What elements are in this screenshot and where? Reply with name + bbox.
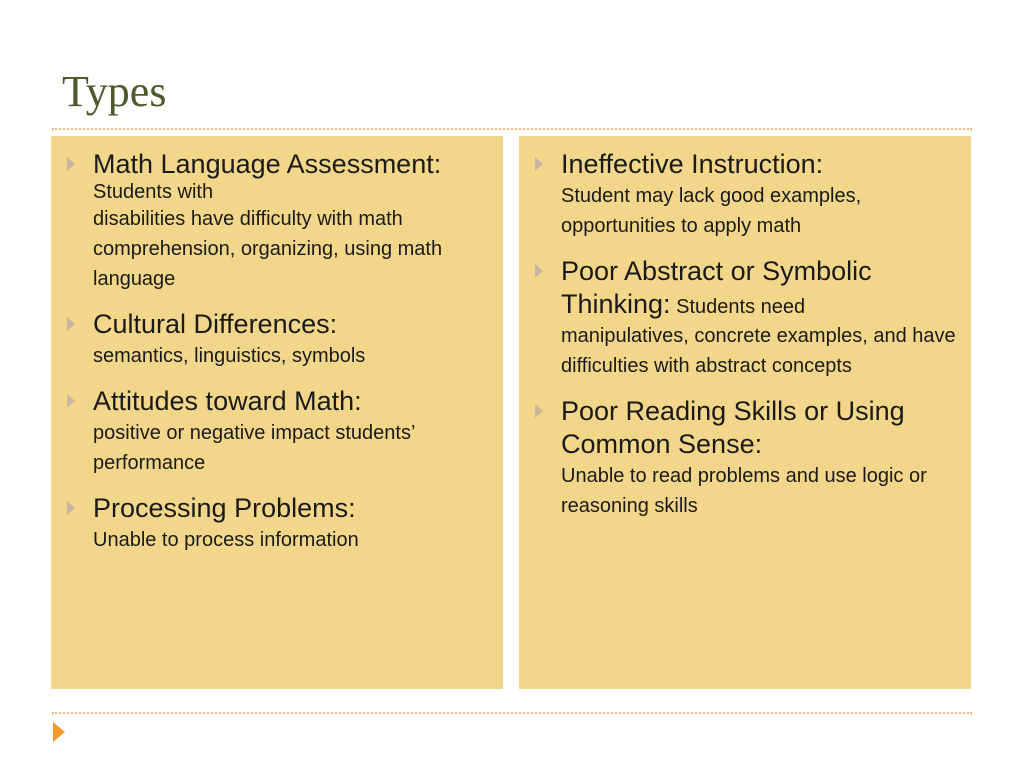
bullet-arrow-icon	[535, 404, 543, 418]
item-heading: Poor Abstract or Symbolic Thinking:	[561, 256, 872, 319]
item-heading: Math Language Assessment:	[93, 149, 442, 179]
right-panel	[519, 136, 971, 689]
bullet-arrow-icon	[67, 501, 75, 515]
list-item	[65, 148, 493, 294]
bullet-arrow-icon	[67, 317, 75, 331]
item-heading: Attitudes toward Math:	[93, 386, 362, 416]
bottom-divider	[52, 712, 972, 714]
item-description: semantics, linguistics, symbols	[93, 345, 366, 367]
item-description: disabilities have difficulty with math comprehension, organizing, using math language	[93, 208, 443, 290]
bullet-arrow-icon	[535, 264, 543, 278]
item-description: manipulatives, concrete examples, and have difficulties with abstract concepts	[561, 325, 956, 377]
left-panel	[51, 136, 503, 689]
corner-triangle-icon	[53, 722, 65, 742]
bullet-arrow-icon	[67, 157, 75, 171]
list-item	[65, 385, 493, 478]
bullet-arrow-icon	[535, 157, 543, 171]
item-heading: Processing Problems:	[93, 493, 356, 523]
item-description-inline: Students with	[93, 181, 214, 203]
item-description: Student may lack good examples, opportunities to apply math	[561, 185, 862, 237]
slide-title: Types	[62, 67, 167, 116]
list-item	[533, 395, 961, 521]
item-heading: Poor Reading Skills or Using Common Sense:	[561, 396, 905, 459]
list-item	[533, 148, 961, 241]
list-item	[65, 308, 493, 371]
item-description: Unable to process information	[93, 529, 359, 551]
item-heading: Cultural Differences:	[93, 309, 338, 339]
item-description-inline: Students need	[670, 296, 806, 318]
list-item	[65, 492, 493, 555]
item-heading: Ineffective Instruction:	[561, 149, 824, 179]
item-description: Unable to read problems and use logic or reasoning skills	[561, 465, 927, 517]
top-divider	[52, 128, 972, 130]
list-item	[533, 255, 961, 381]
bullet-arrow-icon	[67, 394, 75, 408]
item-description: positive or negative impact students’ performance	[93, 422, 415, 474]
